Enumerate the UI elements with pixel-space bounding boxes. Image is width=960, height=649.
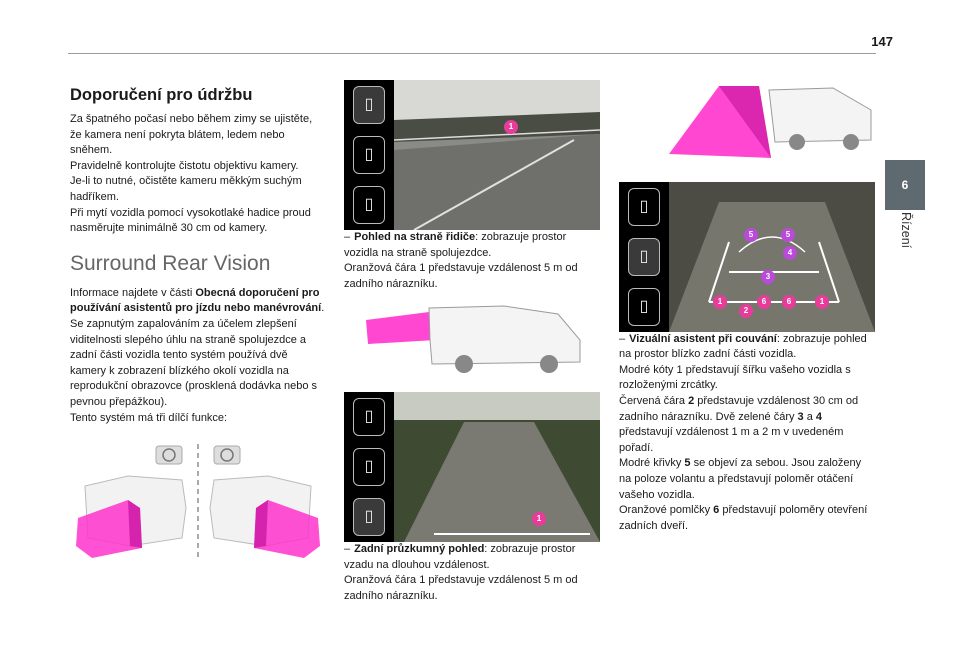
side-view-caption: – Pohled na straně řidiče: zobrazuje prostor vozidla na straně spolujezdce. <box>344 231 567 259</box>
rear-camera-image <box>394 392 600 542</box>
marker-1b: 1 <box>815 295 829 309</box>
visual-label: Vizuální asistent při couvání <box>629 332 777 345</box>
visual-p5: Oranžové pomlčky 6 představují poloměry otevření zadních dveří. <box>619 504 868 532</box>
rear-assist-icon-3[interactable]: ▯ <box>628 238 660 276</box>
maintenance-text-3: Je-li to nutné, očistěte kameru měkkým suchým hadříkem. <box>70 175 302 203</box>
rear-van-illustration <box>619 80 875 172</box>
section-title: Surround Rear Vision <box>70 251 271 275</box>
steering-wheel-left-icon <box>156 446 182 464</box>
maintenance-text-1: Za špatného počasí nebo během zimy se ujistěte, že kamera není pokryta blátem, ledem nebo sněhem. <box>70 113 313 157</box>
marker-1: 1 <box>504 120 518 134</box>
view-mode-strip <box>344 80 394 230</box>
column-3 <box>619 80 875 534</box>
chapter-tab[interactable] <box>885 160 925 210</box>
van-left-icon <box>76 476 186 558</box>
marker-4: 4 <box>783 246 797 260</box>
marker-6b: 6 <box>782 295 796 309</box>
column-2 <box>344 80 600 604</box>
rear-view-icon[interactable]: ▯ <box>353 186 385 224</box>
chapter-number: 6 <box>901 178 909 192</box>
maintenance-title: Doporučení pro údržbu <box>70 86 253 104</box>
visual-p4: Modré křivky 5 se objeví za sebou. Jsou založeny na poloze volantu a představují poloměr otáčení vašeho vozidla. <box>619 457 862 501</box>
rear-view-label: Zadní průzkumný pohled <box>354 542 485 555</box>
overview-illustration <box>70 438 326 563</box>
info-prefix: Informace najdete v části <box>70 286 196 299</box>
rear-assist-icon-2[interactable]: ▯ <box>353 448 385 486</box>
section-text-2: Tento systém má tři dílčí funkce: <box>70 411 228 424</box>
marker-1a: 1 <box>713 295 727 309</box>
marker-5a: 5 <box>744 228 758 242</box>
van-right-icon <box>210 476 320 558</box>
steering-wheel-right-icon <box>214 446 240 464</box>
side-view-icon[interactable]: ▯ <box>353 86 385 124</box>
side-camera-image <box>394 80 600 230</box>
side-view-label: Pohled na straně řidiče <box>354 231 476 243</box>
marker-5b: 5 <box>781 228 795 242</box>
marker-3: 3 <box>761 270 775 284</box>
rear-view-icon-3[interactable]: ▯ <box>628 288 660 326</box>
view-mode-strip-2 <box>344 392 394 542</box>
column-1 <box>70 84 326 569</box>
rear-view-screen <box>344 392 600 542</box>
marker-1-rear: 1 <box>532 512 546 526</box>
chapter-label: Řízení <box>899 212 913 249</box>
side-van-illustration <box>344 300 600 378</box>
header-rule <box>68 53 876 54</box>
marker-6a: 6 <box>757 295 771 309</box>
view-mode-strip-3 <box>619 182 669 332</box>
maintenance-text-2: Pravidelně kontrolujte čistotu objektivu kamery. <box>70 159 299 172</box>
visual-p2: Modré kóty 1 představují šířku vašeho vozidla s rozloženými zrcátky. <box>619 363 851 392</box>
visual-caption: – Vizuální asistent při couvání: zobrazuje pohled na prostor blízko zadní části vozidla. <box>619 332 867 361</box>
side-view-icon-2[interactable]: ▯ <box>353 398 385 436</box>
marker-2: 2 <box>739 304 753 318</box>
rear-view-caption: – Zadní průzkumný pohled: zobrazuje prostor vzadu na dlouhou vzdálenost. <box>344 542 576 571</box>
rear-view-icon-2[interactable]: ▯ <box>353 498 385 536</box>
rear-assist-icon[interactable]: ▯ <box>353 136 385 174</box>
rear-assist-screen <box>619 182 875 332</box>
side-view-screen <box>344 80 600 230</box>
section-text-1: Se zapnutým zapalováním za účelem zlepšení viditelnosti slepého úhlu na straně spolujezdce a zadní části vozidla tento systém používá dvě kamery k zobrazení blízkého okolí vozidla na reprodukční obrazovce (prosklená dodávka nebo s pevnou přepážkou). <box>70 317 318 408</box>
info-paragraph <box>70 286 326 317</box>
side-view-icon-3[interactable]: ▯ <box>628 188 660 226</box>
rear-view-line: Oranžová čára 1 představuje vzdálenost 5 m od zadního nárazníku. <box>344 574 578 602</box>
maintenance-text-4: Při mytí vozidla pomocí vysokotlaké hadice proud nasměrujte minimálně 30 cm od kamery. <box>70 206 311 235</box>
side-view-line: Oranžová čára 1 představuje vzdálenost 5 m od zadního nárazníku. <box>344 262 578 290</box>
info-link[interactable]: Obecná doporučení pro používání asistentů pro jízdu nebo manévrování <box>70 286 322 315</box>
visual-p3: Červená čára 2 představuje vzdálenost 30 cm od zadního nárazníku. Dvě zelené čáry 3 a 4 představují vzdálenost 1 m a 2 m v uvedeném pořadí. <box>619 394 859 454</box>
page-number: 147 <box>871 34 893 49</box>
rear-assist-camera-image <box>669 182 875 332</box>
info-suffix: . <box>321 302 325 315</box>
